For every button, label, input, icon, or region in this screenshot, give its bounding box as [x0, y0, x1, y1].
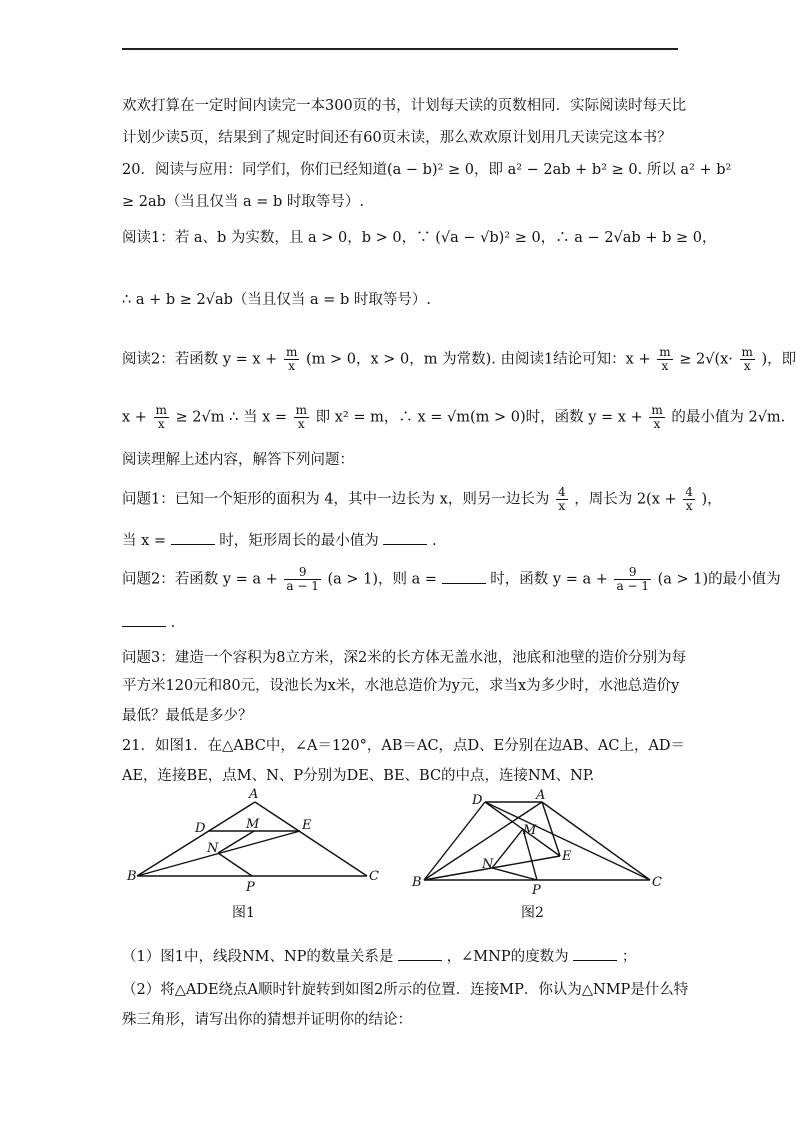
fraction-numerator: m — [155, 403, 167, 417]
text-span: )， — [701, 491, 722, 508]
text-span: (a > 1)，则 a = — [327, 571, 438, 588]
figure-2-diagram — [410, 788, 670, 898]
label-P: P — [532, 883, 541, 898]
fraction-numerator: 9 — [284, 566, 320, 580]
text-span: . — [170, 615, 176, 631]
fraction-numerator: m — [659, 345, 671, 359]
fraction-numerator: 4 — [685, 485, 693, 499]
text-line: ≥ 2ab（当且仅当 a = b 时取等号）. — [122, 194, 365, 210]
fraction-m-over-x — [740, 346, 755, 373]
fraction-9-over-a-minus-1 — [284, 566, 320, 593]
segment-NP — [218, 853, 252, 876]
label-N: N — [207, 841, 219, 856]
label-N: N — [482, 857, 494, 872]
segment-NM — [492, 829, 523, 868]
text-line: 计划少读5页，结果到了规定时间还有60页未读，那么欢欢原计划用几天读完这本书？ — [122, 130, 672, 146]
answer-blank[interactable] — [171, 530, 215, 545]
label-C: C — [369, 869, 379, 884]
text-span: 的最小值为 2√m. — [671, 409, 786, 426]
segment-NM — [218, 831, 254, 853]
text-line: 殊三角形，请写出你的猜想并证明你的结论： — [122, 1012, 412, 1028]
segment-DC — [485, 802, 650, 880]
question-2-answer — [122, 612, 682, 633]
label-D: D — [472, 793, 483, 808]
label-P: P — [246, 880, 255, 895]
text-span: 阅读2：若函数 y = x + — [122, 351, 278, 368]
fraction-denominator: x — [653, 417, 661, 431]
fraction-denominator: x — [558, 499, 566, 513]
fraction-m-over-x — [294, 404, 309, 431]
segment-AC — [542, 802, 650, 880]
label-E: E — [562, 849, 572, 864]
question-1-answer — [122, 530, 682, 551]
text-span: x + — [122, 409, 147, 426]
text-span: ，∠MNP的度数为 — [446, 949, 569, 965]
text-span: ； — [621, 949, 637, 965]
text-span: 时，函数 y = a + — [490, 571, 608, 588]
header-rule — [122, 48, 678, 50]
segment-AE — [542, 802, 560, 856]
question-21-2: （2）将△ADE绕点A顺时针旋转到如图2所示的位置．连接MP．你认为△NMP是什么特 — [122, 982, 689, 998]
fraction-denominator: a − 1 — [616, 579, 649, 593]
text-span: (a > 1)的最小值为 — [657, 571, 781, 588]
reading-2-cont — [122, 403, 786, 431]
fraction-numerator: 4 — [557, 485, 566, 499]
label-B: B — [412, 875, 422, 890]
instructions: 阅读理解上述内容，解答下列问题： — [122, 452, 354, 468]
segment-BD — [424, 802, 485, 880]
fraction-m-over-x — [649, 404, 664, 431]
text-span: ，周长为 2(x + — [574, 491, 677, 508]
fraction-denominator: x — [157, 417, 165, 431]
text-span: 即 x² = m，∴ x = √m(m > 0)时，函数 y = x + — [315, 409, 643, 426]
text-line: 最低？最低是多少？ — [122, 708, 253, 724]
fraction-4-over-x — [683, 486, 695, 513]
answer-blank[interactable] — [383, 530, 427, 545]
label-B: B — [127, 869, 137, 884]
fraction-numerator: m — [741, 345, 753, 359]
label-D: D — [195, 821, 206, 836]
fraction-denominator: x — [288, 359, 296, 373]
fraction-m-over-x — [284, 346, 299, 373]
fraction-4-over-x — [556, 486, 568, 513]
text-span: . — [431, 533, 437, 549]
fraction-numerator: m — [651, 403, 663, 417]
reading-1-conclusion: ∴ a + b ≥ 2√ab（当且仅当 a = b 时取等号）. — [122, 292, 432, 308]
fraction-denominator: x — [297, 417, 305, 431]
text-span: 当 x = — [122, 533, 167, 549]
text-span: 问题2：若函数 y = a + — [122, 571, 278, 588]
fraction-numerator: m — [285, 345, 298, 359]
text-span: (m > 0，x > 0，m 为常数). 由阅读1结论可知：x + — [305, 351, 651, 368]
answer-blank[interactable] — [398, 946, 442, 961]
label-M: M — [523, 823, 537, 838]
label-A: A — [536, 788, 546, 803]
text-span: )，即 — [761, 351, 797, 368]
question-21-1 — [122, 946, 682, 967]
problem-20-intro: 20．阅读与应用：同学们，你们已经知道(a − b)² ≥ 0，即 a² − 2ab + b² ≥ 0. 所以 a² + b² — [122, 162, 732, 178]
fraction-9-over-a-minus-1 — [614, 566, 650, 593]
figure-1-caption: 图1 — [232, 905, 255, 921]
figure-1-diagram — [125, 786, 385, 896]
text-line: 欢欢打算在一定时间内读完一本300页的书，计划每天读的页数相同．实际阅读时每天比 — [122, 98, 687, 114]
question-2 — [122, 565, 781, 593]
text-span: （1）图1中，线段NM、NP的数量关系是 — [122, 949, 394, 965]
question-1 — [122, 485, 722, 513]
text-span: 时，矩形周长的最小值为 — [219, 533, 379, 549]
segment-AB — [137, 802, 255, 876]
segment-NP — [492, 868, 537, 880]
text-span: 问题1：已知一个矩形的面积为 4，其中一边长为 x，则另一边长为 — [122, 491, 550, 508]
fraction-denominator: a − 1 — [286, 579, 319, 593]
label-E: E — [302, 818, 312, 833]
label-C: C — [652, 875, 662, 890]
fraction-m-over-x — [657, 346, 672, 373]
problem-21-intro: 21．如图1．在△ABC中，∠A＝120°，AB＝AC，点D、E分别在边AB、AC上，AD＝ — [122, 738, 686, 754]
fraction-denominator: x — [685, 499, 693, 513]
text-line: 平方米120元和80元，设池长为x米，水池总造价为y元，求当x为多少时，水池总造价y — [122, 678, 680, 694]
text-span: ≥ 2√m ∴ 当 x = — [175, 409, 288, 426]
fraction-denominator: x — [743, 359, 751, 373]
fraction-denominator: x — [661, 359, 669, 373]
answer-blank[interactable] — [573, 946, 617, 961]
fraction-numerator: m — [295, 403, 308, 417]
fraction-numerator: 9 — [614, 566, 650, 580]
reading-1: 阅读1：若 a、b 为实数，且 a > 0，b > 0，∵ (√a − √b)² ≥ 0，∴ a − 2√ab + b ≥ 0， — [122, 230, 717, 246]
answer-blank[interactable] — [442, 569, 486, 584]
fraction-m-over-x — [154, 404, 169, 431]
question-3: 问题3：建造一个容积为8立方米，深2米的长方体无盖水池，池底和池壁的造价分别为每 — [122, 650, 687, 666]
label-A: A — [249, 787, 259, 802]
text-line: AE，连接BE，点M、N、P分别为DE、BE、BC的中点，连接NM、NP. — [122, 768, 595, 784]
answer-blank[interactable] — [122, 612, 166, 627]
label-M: M — [246, 817, 260, 832]
reading-2 — [122, 345, 797, 373]
text-span: ≥ 2√(x· — [679, 351, 733, 368]
figure-2-caption: 图2 — [521, 905, 544, 921]
